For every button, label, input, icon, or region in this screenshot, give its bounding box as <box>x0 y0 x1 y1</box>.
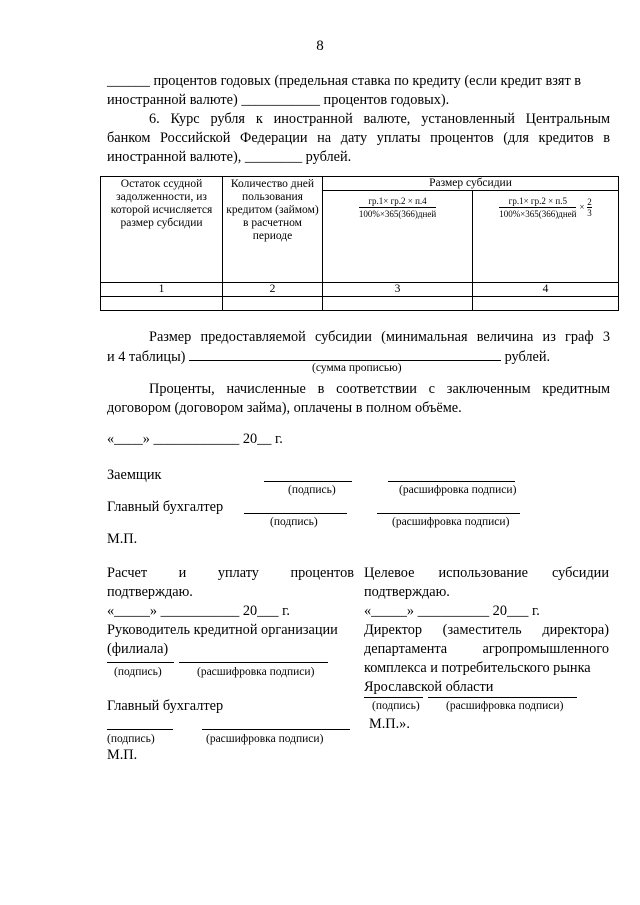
formula-2-multiply: × <box>579 202 585 212</box>
chief-accountant-label: Главный бухгалтер <box>107 499 224 515</box>
borrower-label: Заемщик <box>107 467 162 483</box>
col-number-1: 1 <box>101 283 223 297</box>
bank-head-role-line-2: (филиала) <box>107 641 169 657</box>
rate-text-2: иностранной валюте) <box>107 92 242 108</box>
rate-line-2 <box>107 91 610 110</box>
formula-1 <box>359 195 436 220</box>
subsidy-amount-blank <box>189 347 501 361</box>
bank-date-year: 20___ г. <box>239 603 290 619</box>
rate-text-2-end: процентов годовых). <box>319 92 450 108</box>
col-number-3: 3 <box>323 283 473 297</box>
rate-blank: ______ <box>107 73 150 89</box>
subsidy-amount-end: рублей. <box>501 349 551 365</box>
formula-column-4 <box>473 191 619 283</box>
exchange-rate-blank: ________ <box>244 149 303 165</box>
formula-column-3 <box>323 191 473 283</box>
subsidy-amount-line-1: Размер предоставляемой субсидии (минимальная величина из граф 3 <box>149 329 610 345</box>
col-number-4: 4 <box>473 283 619 297</box>
subsidy-table <box>100 176 619 311</box>
bank-confirm-line-2: подтверждаю. <box>107 584 193 600</box>
formula-1-denominator: 100%×365(366)дней <box>358 209 437 219</box>
formula-2-factor <box>587 197 592 218</box>
subsidy-amount-text: и 4 таблицы) <box>107 349 190 365</box>
interest-paid-line-1: Проценты, начисленные в соответствии с заключенным кредитным <box>149 381 610 397</box>
rate-line-1 <box>107 72 610 91</box>
dept-date-day: «_____» <box>364 603 418 619</box>
bank-date-blank: ___________ <box>160 603 240 619</box>
header-days: Количество дней пользования кредитом (займом) в расчетном периоде <box>223 177 323 283</box>
date-year: 20__ г. <box>239 431 283 447</box>
accountant-decoding-caption: (расшифровка подписи) <box>392 516 510 528</box>
dept-decoding-line <box>428 697 577 698</box>
dept-role-line-4: Ярославской области <box>364 679 494 695</box>
dept-confirm-line-2: подтверждаю. <box>364 584 450 600</box>
dept-seal-placeholder: М.П.». <box>369 716 410 732</box>
page-number: 8 <box>316 38 324 54</box>
data-cell-3 <box>323 297 473 311</box>
amount-in-words-caption: (сумма прописью) <box>312 362 402 374</box>
dept-role-line-1: Директор (заместитель директора) <box>364 622 609 638</box>
bank-accountant-signature-caption: (подпись) <box>107 733 155 745</box>
borrower-decoding-caption: (расшифровка подписи) <box>399 484 517 496</box>
formula-2-denominator: 100%×365(366)дней <box>499 209 577 219</box>
accountant-signature-line <box>244 513 347 514</box>
bank-chief-accountant-label: Главный бухгалтер <box>107 698 224 714</box>
exchange-rate-line-1: 6. Курс рубля к иностранной валюте, установленный Центральным <box>149 111 610 127</box>
data-cell-2 <box>223 297 323 311</box>
exchange-rate-end: рублей. <box>302 149 352 165</box>
department-confirmation-block <box>364 564 609 697</box>
bank-date <box>107 602 354 621</box>
header-subsidy: Размер субсидии <box>323 177 619 191</box>
bank-head-signature-caption: (подпись) <box>114 666 162 678</box>
rate-text: процентов годовых (предельная ставка по кредиту (если кредит взят в <box>149 73 582 89</box>
dept-decoding-caption: (расшифровка подписи) <box>446 700 564 712</box>
factor-denominator: 3 <box>587 208 592 218</box>
bank-head-role-line-1: Руководитель кредитной организации <box>107 622 338 638</box>
data-cell-4 <box>473 297 619 311</box>
formula-2-numerator: гр.1× гр.2 × п.5 <box>499 195 576 208</box>
bank-confirmation-block <box>107 564 354 659</box>
dept-signature-line <box>364 697 423 698</box>
accountant-signature-caption: (подпись) <box>270 516 318 528</box>
date-month-blank: ____________ <box>153 431 240 447</box>
date-day: «____» <box>107 431 154 447</box>
dept-date <box>364 602 609 621</box>
seal-placeholder: М.П. <box>107 531 138 547</box>
dept-date-year: 20___ г. <box>489 603 540 619</box>
header-balance: Остаток ссудной задолженности, из которой исчисляется размер субсидии <box>101 177 223 283</box>
borrower-signature-caption: (подпись) <box>288 484 336 496</box>
exchange-rate-line-2: банком Российской Федерации на дату уплаты процентов (для кредитов в <box>107 130 610 146</box>
factor-numerator: 2 <box>587 197 592 207</box>
borrower-decoding-line <box>388 481 515 482</box>
bank-head-decoding-line <box>179 662 328 663</box>
dept-confirm-line-1: Целевое использование субсидии <box>364 565 609 581</box>
borrower-signature-line <box>264 481 352 482</box>
bank-head-signature-line <box>107 662 174 663</box>
bank-date-day: «_____» <box>107 603 161 619</box>
formula-2 <box>499 195 576 220</box>
date-line <box>107 430 610 449</box>
dept-role-line-3: комплекса и потребительского рынка <box>364 660 591 676</box>
dept-date-blank: __________ <box>417 603 490 619</box>
dept-signature-caption: (подпись) <box>372 700 420 712</box>
formula-1-numerator: гр.1× гр.2 × п.4 <box>359 195 436 208</box>
bank-accountant-signature-line <box>107 729 173 730</box>
interest-paid-line-2: договором (договором займа), оплачены в полном объёме. <box>107 400 462 416</box>
dept-role-line-2: департамента агропромышленного <box>364 641 609 657</box>
exchange-rate-text: иностранной валюте), <box>107 149 245 165</box>
exchange-rate-line-3 <box>107 148 610 167</box>
bank-seal-placeholder: М.П. <box>107 747 138 763</box>
data-cell-1 <box>101 297 223 311</box>
bank-accountant-decoding-caption: (расшифровка подписи) <box>206 733 324 745</box>
accountant-decoding-line <box>377 513 520 514</box>
rate-blank-2: ___________ <box>241 92 320 108</box>
bank-accountant-decoding-line <box>202 729 350 730</box>
col-number-2: 2 <box>223 283 323 297</box>
bank-confirm-line-1: Расчет и уплату процентов <box>107 565 354 581</box>
bank-head-decoding-caption: (расшифровка подписи) <box>197 666 315 678</box>
